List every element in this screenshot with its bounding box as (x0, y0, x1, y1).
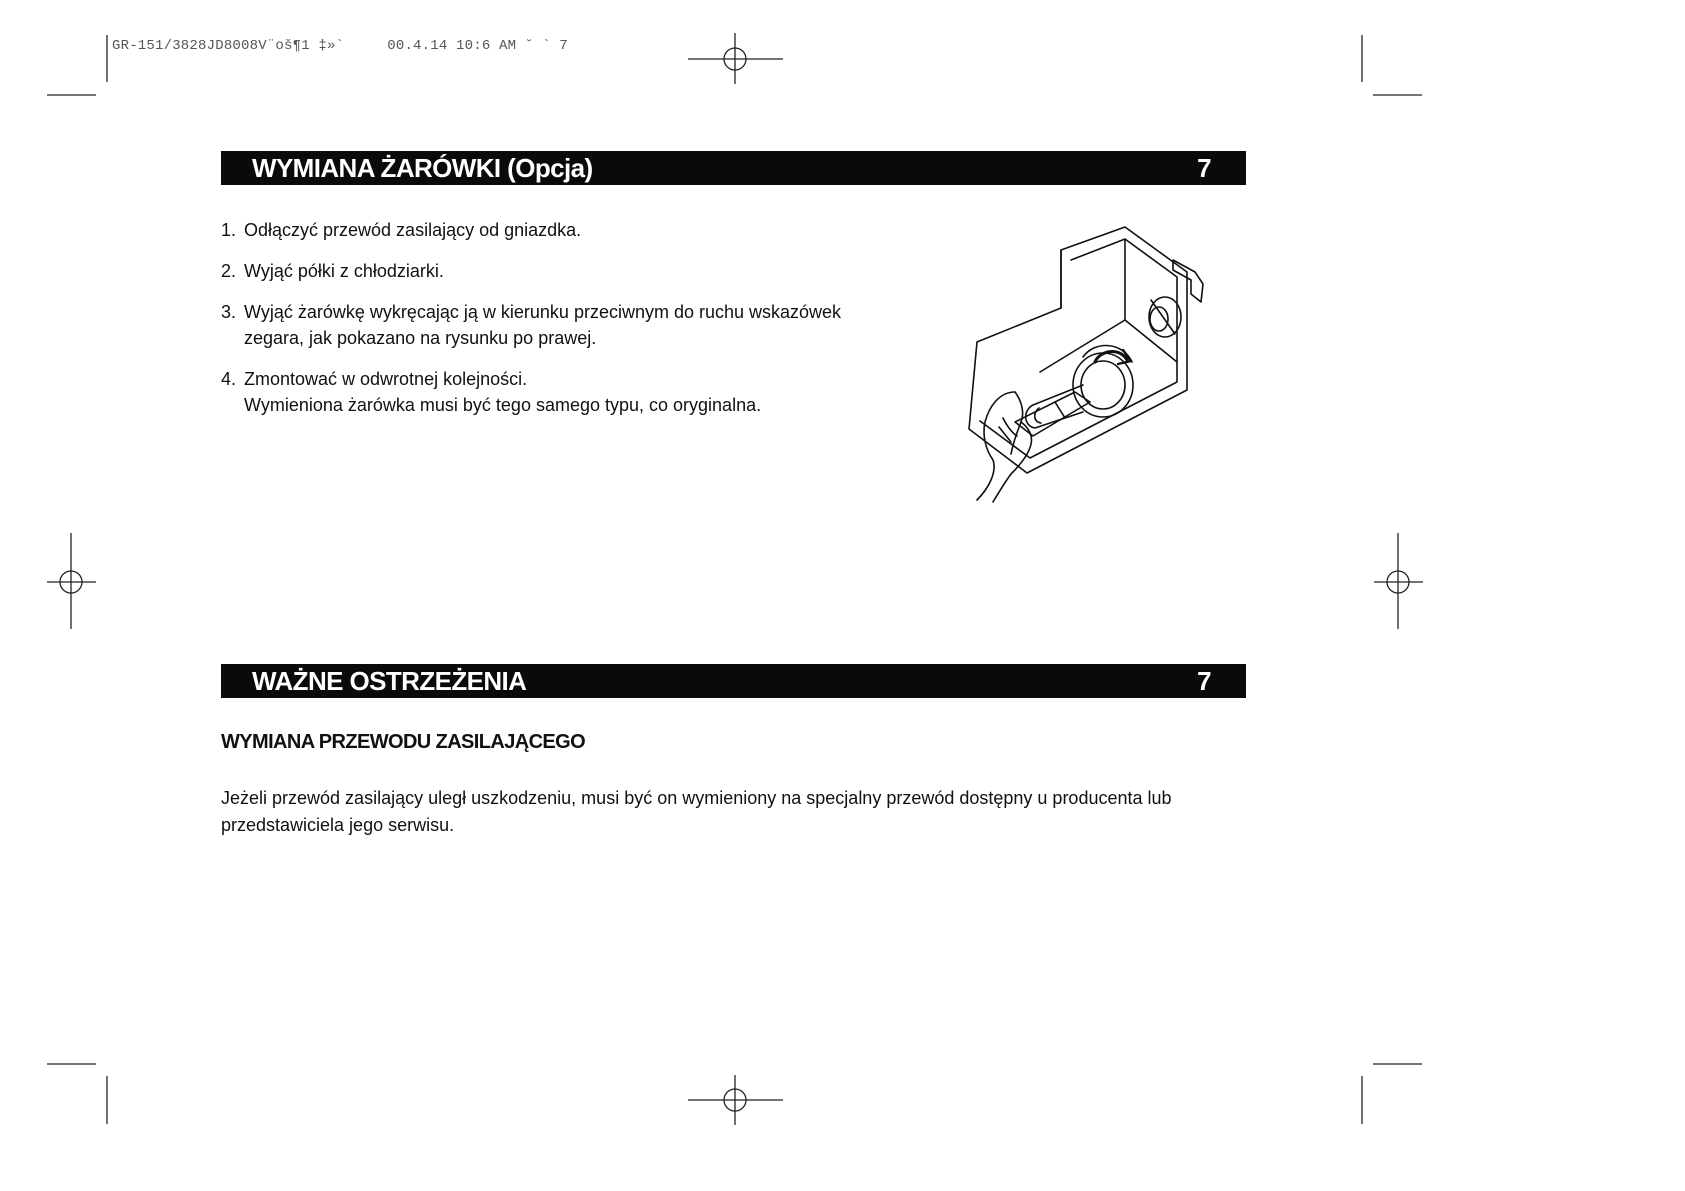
step-line: zegara, jak pokazano na rysunku po prawej. (244, 328, 597, 348)
registration-mark-left (47, 533, 96, 629)
step-number: 1. (221, 220, 237, 240)
hand-icon (977, 392, 1015, 500)
bulb-replacement-illustration (955, 222, 1215, 542)
warning-paragraph (221, 785, 1251, 839)
step-number: 4. (221, 369, 237, 389)
step-line: Odłączyć przewód zasilający od gniazdka. (244, 220, 582, 240)
section-title: WAŻNE OSTRZEŻENIA (252, 666, 527, 696)
step-number: 3. (221, 302, 237, 322)
registration-mark-top (688, 33, 783, 84)
paragraph-line: Jeżeli przewód zasilający uległ uszkodzeniu, musi być on wymieniony na specjalny przewód dostępny u producenta lub (221, 788, 1172, 808)
registration-mark-right (1374, 533, 1423, 629)
print-header: GR-151/3828JD8008V¨oš¶1 ‡»` 00.4.14 10:6 AM ˘ ` 7 (112, 38, 568, 54)
step-item (221, 258, 921, 284)
section-header-warnings (221, 664, 1246, 698)
section-page-number: 7 (1197, 153, 1211, 183)
step-line: Wyjąć żarówkę wykręcając ją w kierunku przeciwnym do ruchu wskazówek (244, 302, 842, 322)
step-line: Wymieniona żarówka musi być tego samego typu, co oryginalna. (244, 395, 762, 415)
step-text (244, 217, 581, 243)
section-title: WYMIANA ŻARÓWKI (Opcja) (252, 153, 593, 183)
step-list (221, 217, 921, 433)
registration-mark-bottom (688, 1075, 783, 1125)
section-header-bulb-replacement (221, 151, 1246, 185)
step-item (221, 217, 921, 243)
step-number: 2. (221, 261, 237, 281)
subheading-cord-replacement: WYMIANA PRZEWODU ZASILAJĄCEGO (221, 731, 586, 753)
paragraph-line: przedstawiciela jego serwisu. (221, 815, 455, 835)
step-line: Zmontować w odwrotnej kolejności. (244, 369, 528, 389)
section-page-number: 7 (1197, 666, 1211, 696)
step-line: Wyjąć półki z chłodziarki. (244, 261, 444, 281)
step-item (221, 299, 921, 351)
step-item (221, 366, 921, 418)
step-text (244, 366, 761, 418)
step-text (244, 258, 444, 284)
step-text (244, 299, 841, 351)
